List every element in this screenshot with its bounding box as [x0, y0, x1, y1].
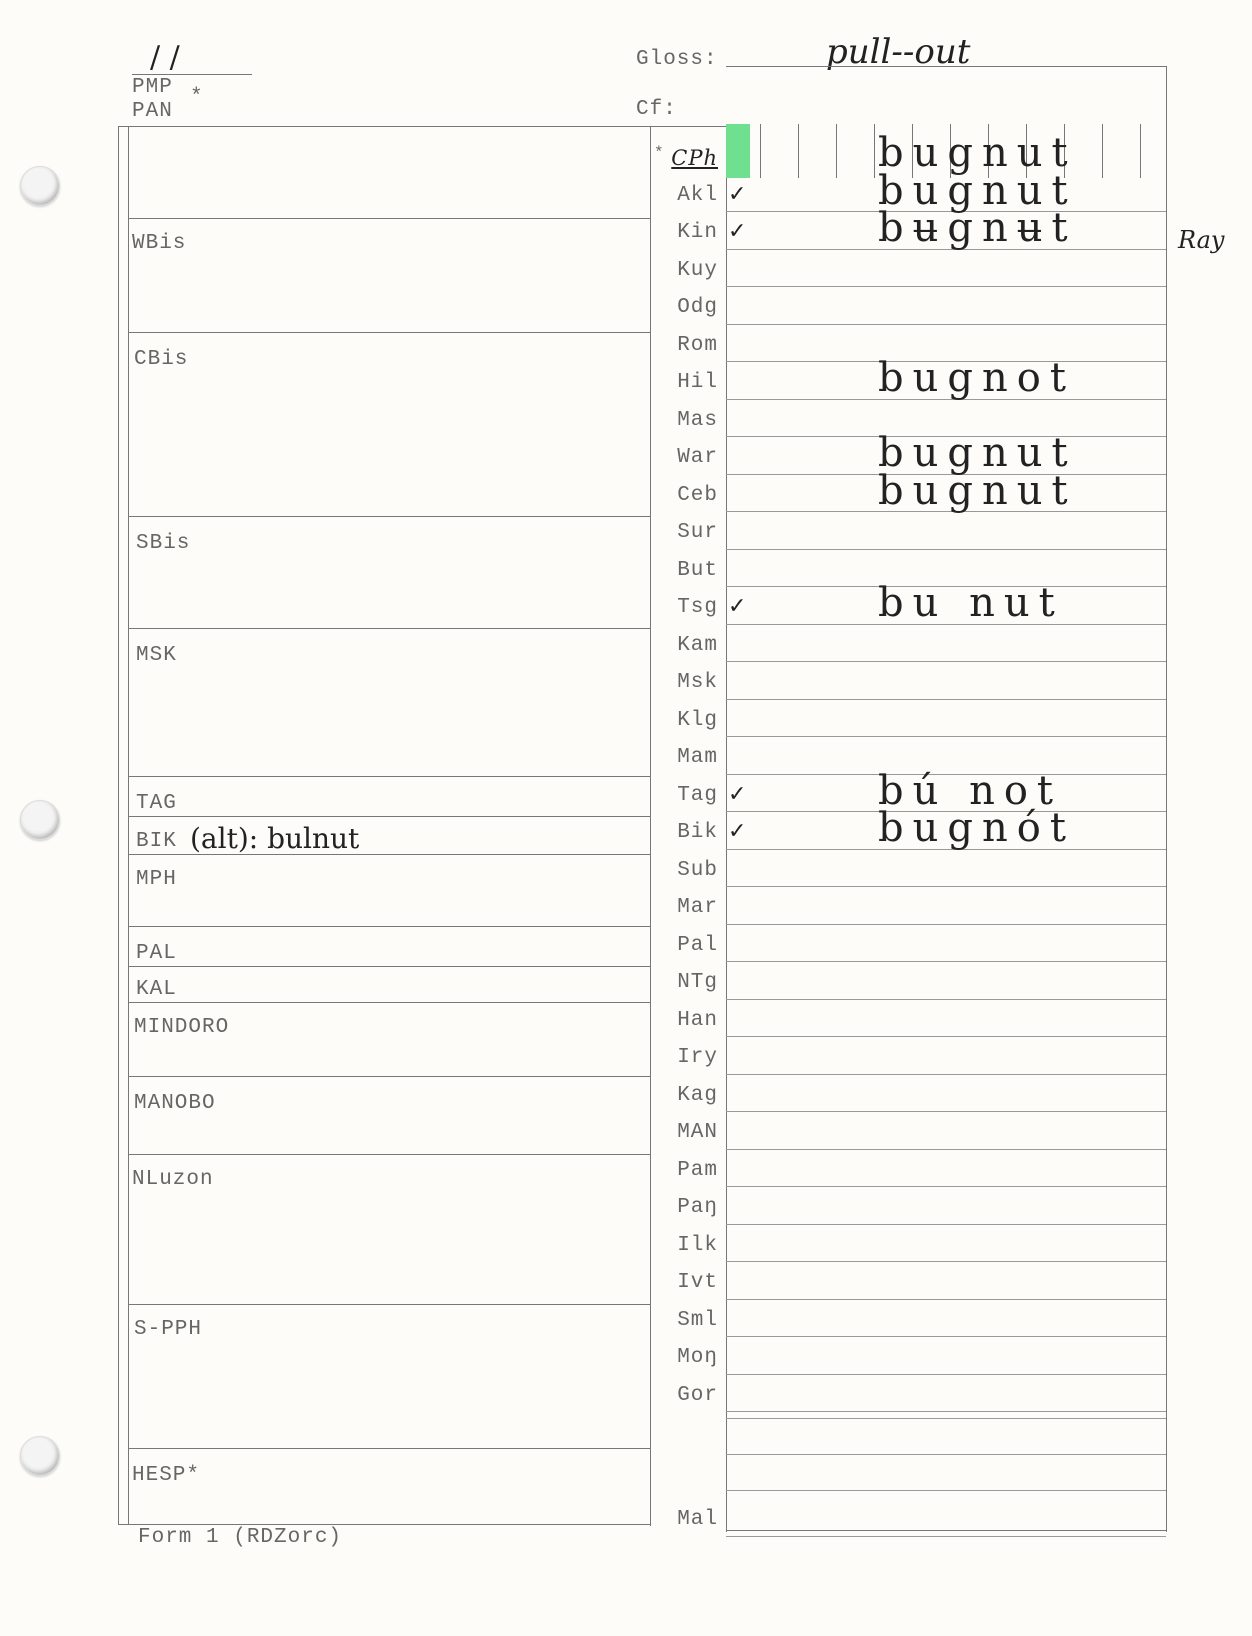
highlight-marker [726, 124, 750, 178]
group-label-mindoro: MINDORO [134, 1016, 230, 1039]
row-rule [726, 1374, 1166, 1375]
language-label: Msk [677, 671, 718, 694]
language-label: Ivt [677, 1271, 718, 1294]
row-rule [726, 1186, 1166, 1187]
handwritten-form: bugnot [878, 355, 1075, 401]
gloss-label: Gloss: [636, 48, 718, 71]
group-divider [128, 1076, 650, 1077]
row-rule [726, 1536, 1166, 1537]
handwritten-form: bugnót [878, 805, 1075, 851]
date-slashes: / / [150, 40, 180, 75]
row-rule [726, 1036, 1166, 1037]
check-mark: ✓ [728, 781, 747, 807]
language-label: Moŋ [677, 1346, 718, 1369]
row-rule [726, 699, 1166, 700]
language-label: Kag [677, 1083, 718, 1107]
left-border-inner [128, 126, 129, 1524]
check-mark: ✓ [728, 219, 747, 244]
language-label: Mam [677, 746, 718, 769]
language-label: MAN [677, 1121, 718, 1144]
group-divider [128, 776, 650, 777]
group-label-sbis: SBis [136, 532, 191, 555]
group-label-nluzon: NLuzon [132, 1168, 214, 1191]
language-label: Pal [677, 933, 718, 957]
row-rule [726, 1336, 1166, 1337]
row-rule [726, 736, 1166, 737]
left-border [118, 126, 119, 1524]
handwritten-form: bugnut [878, 430, 1077, 476]
row-rule [726, 1224, 1166, 1225]
language-label: Iry [677, 1046, 718, 1069]
language-label: Hil [677, 371, 718, 394]
language-label: Sub [677, 858, 718, 882]
group-divider [128, 332, 650, 333]
group-divider [128, 516, 650, 517]
row-rule [726, 924, 1166, 925]
handwritten-form: bʉgnʉt [878, 205, 1077, 251]
forms-column-left-border [726, 126, 727, 1532]
language-label: Odg [677, 296, 718, 319]
grid-cell-divider [1140, 124, 1141, 178]
row-rule [726, 1454, 1166, 1455]
handwritten-form: bu nut [878, 580, 1064, 626]
row-rule [726, 1490, 1166, 1491]
language-label: Akl [677, 183, 718, 207]
gloss-value: pull--out [826, 32, 971, 72]
group-divider [128, 1304, 650, 1305]
row-rule [726, 549, 1166, 550]
language-label: Paŋ [677, 1196, 718, 1219]
date-underline [132, 74, 252, 75]
group-label-wbis: WBis [132, 232, 187, 255]
row-rule [726, 1418, 1166, 1419]
punch-hole [20, 166, 60, 206]
language-label: Rom [677, 333, 718, 357]
language-label: Ceb [677, 483, 718, 507]
cf-label: Cf: [636, 98, 677, 121]
handwritten-form: bugnut [878, 467, 1077, 514]
left-top-border [118, 126, 726, 127]
forms-bottom-border [726, 1530, 1166, 1531]
group-divider [128, 1002, 650, 1003]
grid-cell-divider [1102, 124, 1103, 178]
language-label: Mas [677, 408, 718, 432]
row-rule [726, 999, 1166, 1000]
group-divider [128, 218, 650, 219]
language-label: But [677, 558, 718, 582]
group-divider [128, 1448, 650, 1449]
group-divider [128, 966, 650, 967]
language-label: Sml [677, 1308, 718, 1332]
punch-hole [20, 1436, 60, 1476]
row-rule [726, 886, 1166, 887]
gloss-underline [726, 66, 1166, 67]
row-rule [726, 1299, 1166, 1300]
check-mark: ✓ [728, 181, 747, 207]
pan-label: PAN [132, 100, 173, 123]
grid-cell-divider [836, 124, 837, 178]
group-label-tag: TAG [136, 792, 177, 815]
handwritten-form: bugnut [878, 167, 1077, 214]
language-label: CPh [671, 146, 718, 170]
language-label: Ilk [677, 1233, 718, 1257]
reconstruction-asterisk: * [654, 144, 665, 162]
group-divider [128, 1154, 650, 1155]
row-rule [726, 1111, 1166, 1112]
language-label: Mar [677, 896, 718, 919]
bik-alt-annotation: (alt): bulnut [190, 822, 360, 855]
language-label: Tag [677, 783, 718, 807]
form-footer: Form 1 (RDZorc) [138, 1526, 343, 1549]
language-label: Gor [677, 1383, 718, 1407]
group-divider [128, 628, 650, 629]
pmp-label: PMP [132, 76, 173, 99]
pmp-asterisk: * [190, 86, 204, 109]
row-rule [726, 961, 1166, 962]
right-border [1166, 66, 1167, 1532]
handwritten-form: bú not [878, 767, 1062, 814]
language-label: Mal [677, 1508, 718, 1531]
row-rule [726, 1149, 1166, 1150]
language-label: Bik [677, 821, 718, 844]
check-mark: ✓ [728, 594, 747, 619]
row-rule [726, 286, 1166, 287]
punch-hole [20, 800, 60, 840]
language-label: Kam [677, 633, 718, 657]
group-divider [128, 816, 650, 817]
group-label-msk: MSK [136, 644, 177, 667]
language-label: Sur [677, 521, 718, 544]
language-label: Tsg [677, 596, 718, 619]
group-label-bik: BIK [136, 830, 177, 853]
group-label-mph: MPH [136, 868, 177, 891]
group-label-cbis: CBis [134, 348, 189, 371]
handwritten-form: bugnut [878, 130, 1077, 176]
row-rule [726, 661, 1166, 662]
grid-cell-divider [798, 124, 799, 178]
language-label: Kin [677, 221, 718, 244]
language-label: Han [677, 1008, 718, 1032]
language-label: War [677, 446, 718, 469]
row-rule [726, 1074, 1166, 1075]
margin-note: Ray [1178, 226, 1225, 254]
row-rule [726, 1411, 1166, 1412]
left-bottom-border [118, 1524, 650, 1525]
group-label-s-pph: S-PPH [134, 1318, 203, 1341]
language-label: Pam [677, 1158, 718, 1182]
group-label-pal: PAL [136, 942, 177, 965]
row-rule [726, 324, 1166, 325]
language-label: NTg [677, 971, 718, 994]
grid-cell-divider [874, 124, 875, 178]
group-divider [128, 926, 650, 927]
language-label: Kuy [677, 258, 718, 282]
row-rule [726, 1261, 1166, 1262]
group-label-manobo: MANOBO [134, 1092, 216, 1115]
group-label-kal: KAL [136, 978, 177, 1001]
group-label-hesp: HESP* [132, 1464, 201, 1487]
grid-cell-divider [760, 124, 761, 178]
check-mark: ✓ [728, 819, 747, 844]
language-label: Klg [677, 708, 718, 732]
